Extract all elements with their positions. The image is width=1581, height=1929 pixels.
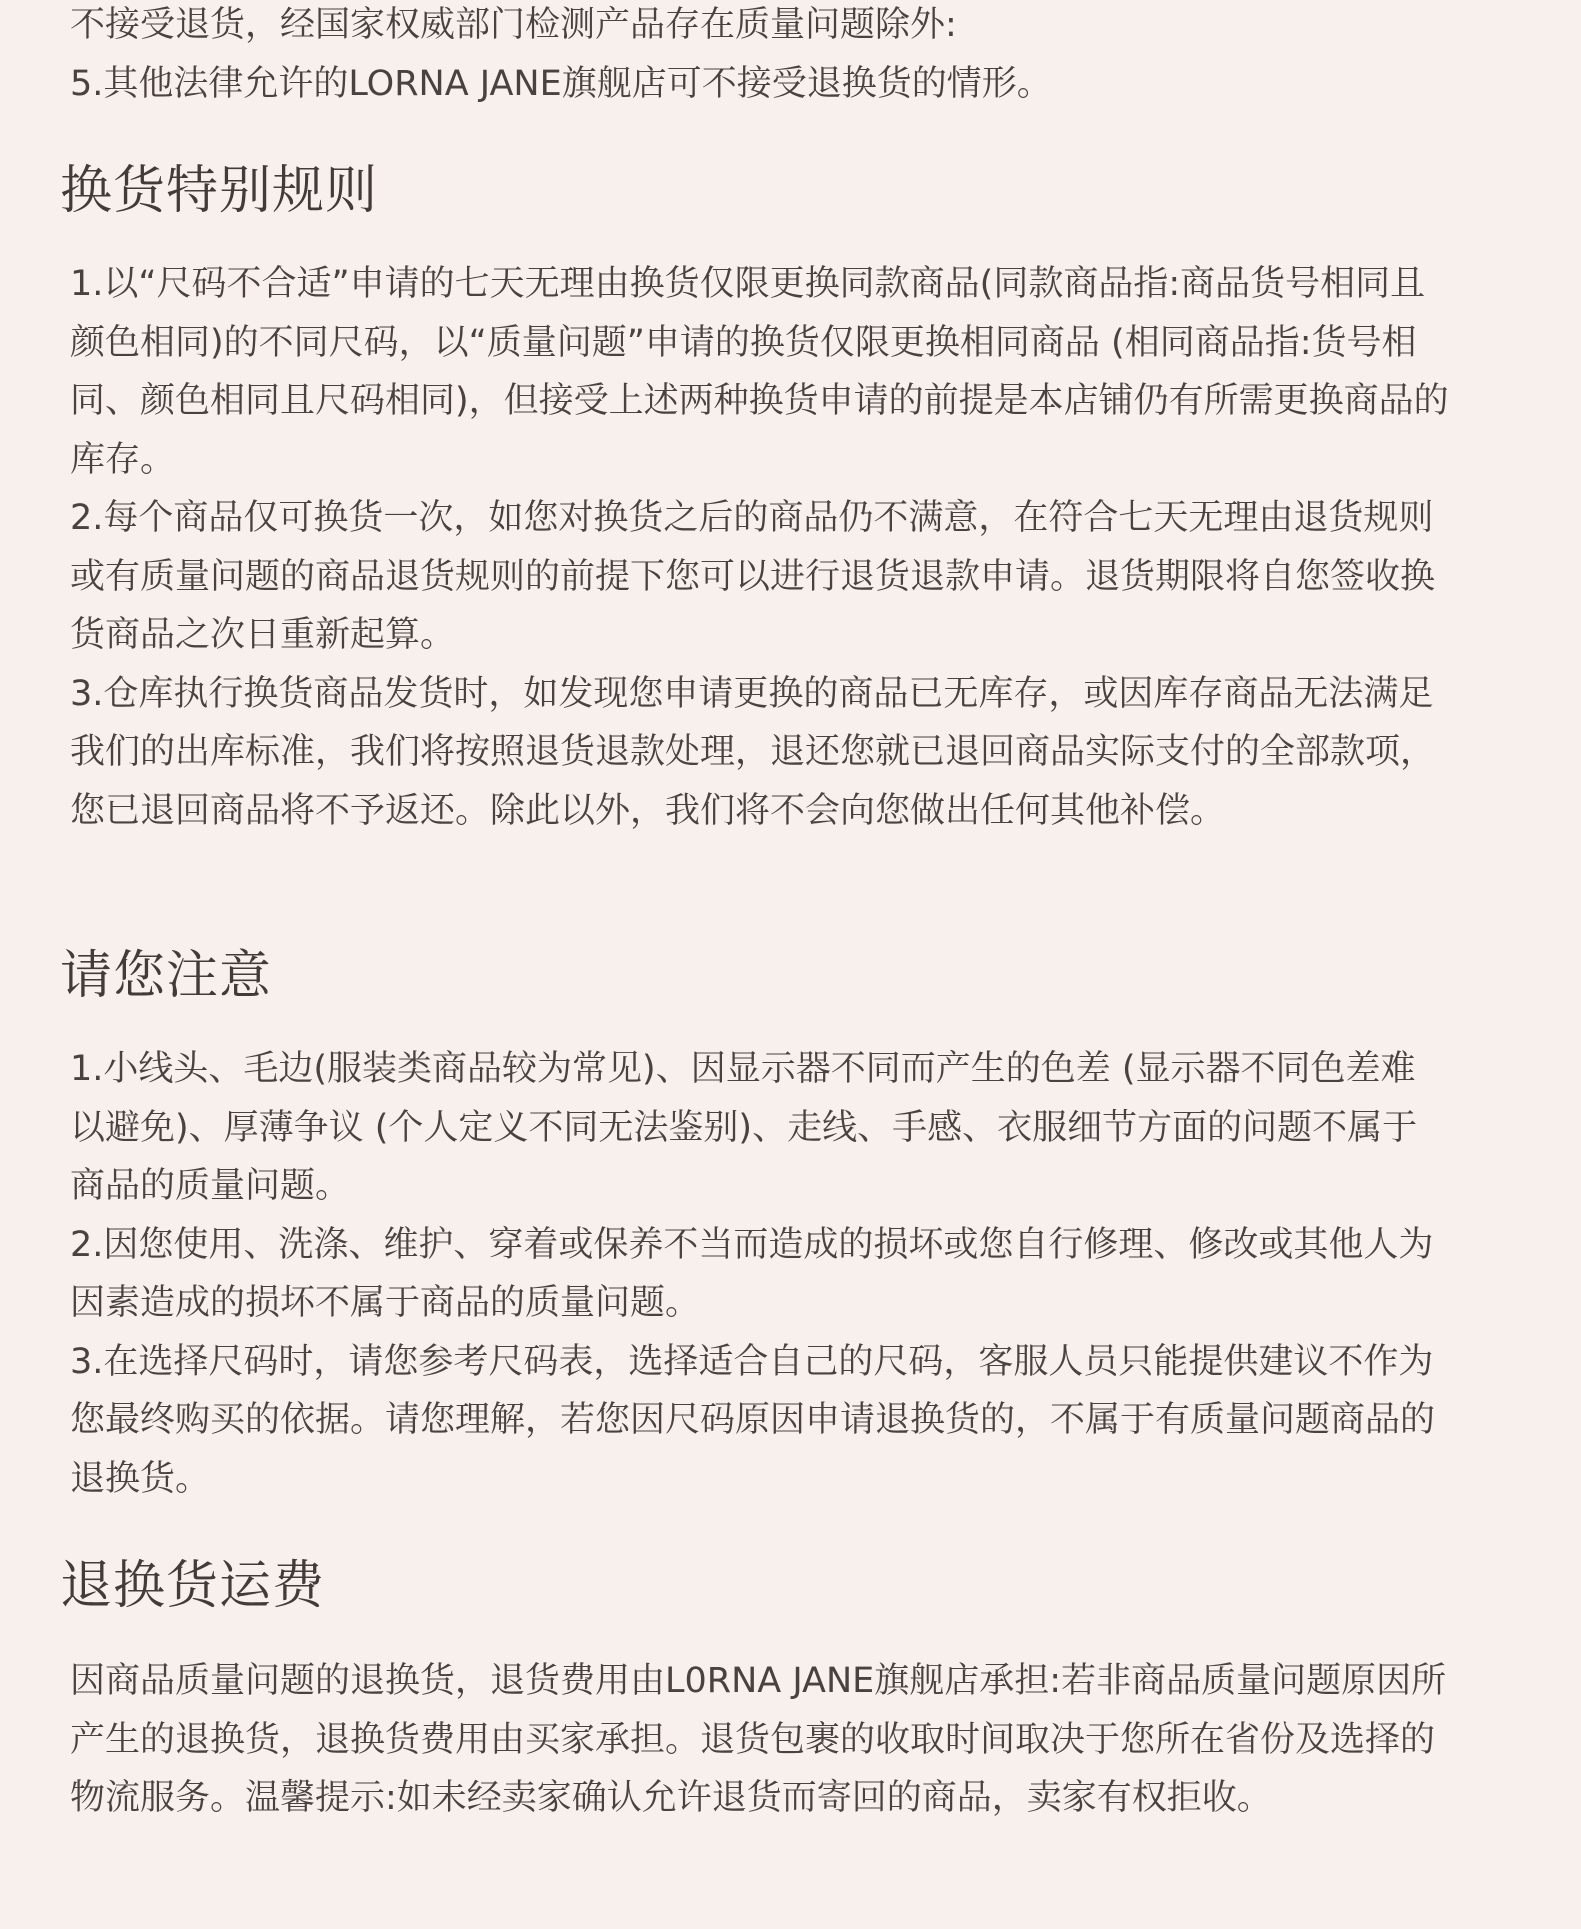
exchange-rule-item: 3.仓库执行换货商品发货时，如发现您申请更换的商品已无库存，或因库存商品无法满足我们的出库标准，我们将按照退货退款处理，退还您就已退回商品实际支付的全部款项，您已退回商品将不予返还。除此以外，我们将不会向您做出任何其他补偿。 (70, 673, 1436, 831)
shipping-fee-text: 因商品质量问题的退换货，退货费用由L0RNA JANE旗舰店承担:若非商品质量问题原因所产生的退换货，退换货费用由买家承担。退货包裹的收取时间取决于您所在省份及选择的物流服务。温馨提示:如未经卖家确认允许退货而寄回的商品，卖家有权拒收。 (70, 1661, 1447, 1818)
notice-item: 2.因您使用、洗涤、维护、穿着或保养不当而造成的损坏或您自行修理、修改或其他人为因素造成的损坏不属于商品的质量问题。 (70, 1224, 1434, 1323)
shipping-fee-body (70, 1652, 1450, 1828)
exchange-rule-item: 2.每个商品仅可换货一次，如您对换货之后的商品仍不满意，在符合七天无理由退货规则或有质量问题的商品退货规则的前提下您可以进行退货退款申请。退货期限将自您签收换货商品之次日重新起算。 (70, 498, 1436, 655)
top-section (70, 0, 1450, 113)
exchange-rule-item: 1.以“尺码不合适”申请的七天无理由换货仅限更换同款商品(同款商品指:商品货号相同且颜色相同)的不同尺码，以“质量问题”申请的换货仅限更换相同商品 (相同商品指:货号相同、颜色相同且尺码相同)，但接受上述两种换货申请的前提是本店铺仍有所需更换商品的库存。 (70, 264, 1449, 480)
exchange-rules-body (70, 255, 1450, 840)
top-line-2: 5.其他法律允许的LORNA JANE旗舰店可不接受退换货的情形。 (70, 63, 1052, 104)
exchange-rules-heading: 换货特别规则 (60, 161, 379, 221)
top-line-1: 不接受退货，经国家权威部门检测产品存在质量问题除外: (70, 5, 957, 45)
notice-body (70, 1040, 1450, 1508)
notice-item: 3.在选择尺码时，请您参考尺码表，选择适合自己的尺码，客服人员只能提供建议不作为您最终购买的依据。请您理解，若您因尺码原因申请退换货的，不属于有质量问题商品的退换货。 (70, 1341, 1436, 1499)
notice-heading: 请您注意 (60, 946, 273, 1006)
notice-item: 1.小线头、毛边(服装类商品较为常见)、因显示器不同而产生的色差 (显示器不同色差难以避免)、厚薄争议 (个人定义不同无法鉴别)、走线、手感、衣服细节方面的问题不属于商品的质量问题。 (70, 1049, 1418, 1206)
shipping-fee-heading: 退换货运费 (60, 1556, 326, 1616)
